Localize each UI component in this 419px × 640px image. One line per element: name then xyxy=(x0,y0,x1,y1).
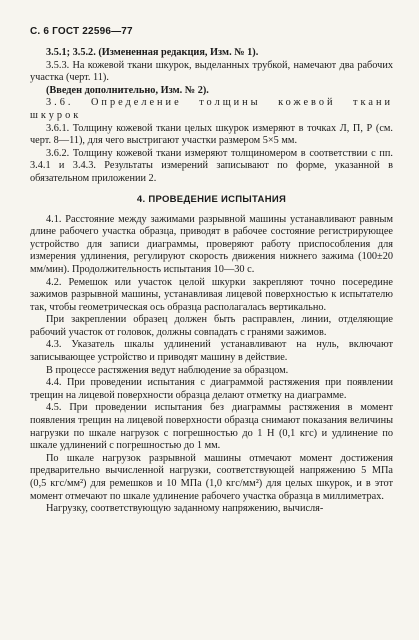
paragraph-4-4: 4.4. При проведении испытания с диаграммой растяжения при появлении трещин на лицевой поверхности образца делают отметку на диаграмме. xyxy=(30,377,393,401)
paragraph-3-5-1: 3.5.1; 3.5.2. (Измененная редакция, Изм. № 1). xyxy=(46,47,259,58)
paragraph-3-6-2: 3.6.2. Толщину кожевой ткани измеряют толщиномером в соответствии с пп. 3.4.1 и 3.4.3. Результаты измерений записывают по форме, указанной в обязательном приложении 2. xyxy=(30,147,393,184)
subsection-title-3-6: 3.6. Определение толщины кожевой ткани шкурок xyxy=(30,97,393,121)
paragraph-4-1: 4.1. Расстояние между зажимами разрывной машины устанавливают равным длине рабочего участка образца, приводят в рабочее состояние регистрирующее устройство для записи диаграммы, проверяют работу приспособления для измерения удлинения, регулируют скорость движения нижнего зажима (100±20 мм/мин). Продолжительность испытания 10—30 с. xyxy=(30,213,393,275)
paragraph-4-2: 4.2. Ремешок или участок целой шкурки закрепляют точно посередине зажимов разрывной машины, устанавливая лицевой поверхностью к испытателю так, чтобы геометрическая ось образца располагалась вертикально. xyxy=(30,276,393,313)
paragraph-4-5-cont: По шкале нагрузок разрывной машины отмечают момент достижения предварительно вычисленной нагрузки, соответствующей напряжению 5 МПа (0,5 кгс/мм²) для ремешков и 10 МПа (1,0 кгс/мм²) для целых шкурок, и в этот момент отмечают по шкале удлинение рабочего участка образца в миллиметрах. xyxy=(30,452,393,502)
amendment-note: (Введен дополнительно, Изм. № 2). xyxy=(46,84,209,96)
paragraph-4-3: 4.3. Указатель шкалы удлинений устанавливают на нуль, включают записывающее устройство и приводят машину в действие. xyxy=(30,339,393,364)
paragraph-4-3-cont: В процессе растяжения ведут наблюдение за образцом. xyxy=(46,364,289,376)
paragraph-4-5: 4.5. При проведении испытания без диаграммы растяжения в момент появления трещин на лицевой поверхности образца снимают показания величины нагрузки по шкале нагрузок с погрешностью до 1 Н (0,1 кгс) и удлинение по шкале удлинений с погрешностью до 1 мм. xyxy=(30,402,393,452)
paragraph-3-5-3: 3.5.3. На кожевой ткани шкурок, выделанных трубкой, намечают два рабочих участка (черт. 11). xyxy=(30,59,393,84)
paragraph-4-2-cont: При закреплении образец должен быть расправлен, линии, отделяющие рабочий участок от головок, должны совпадать с гранями зажимов. xyxy=(30,314,393,338)
paragraph-4-5-end: Нагрузку, соответствующую заданному напряжению, вычисля- xyxy=(46,503,324,515)
page-header: С. 6 ГОСТ 22596—77 xyxy=(30,26,133,37)
section-title-4: 4. ПРОВЕДЕНИЕ ИСПЫТАНИЯ xyxy=(136,193,287,205)
paragraph-3-6-1: 3.6.1. Толщину кожевой ткани целых шкурок измеряют в точках Л, П, Р (см. черт. 8—11), для чего выстригают участки размером 5×5 мм. xyxy=(30,122,393,147)
